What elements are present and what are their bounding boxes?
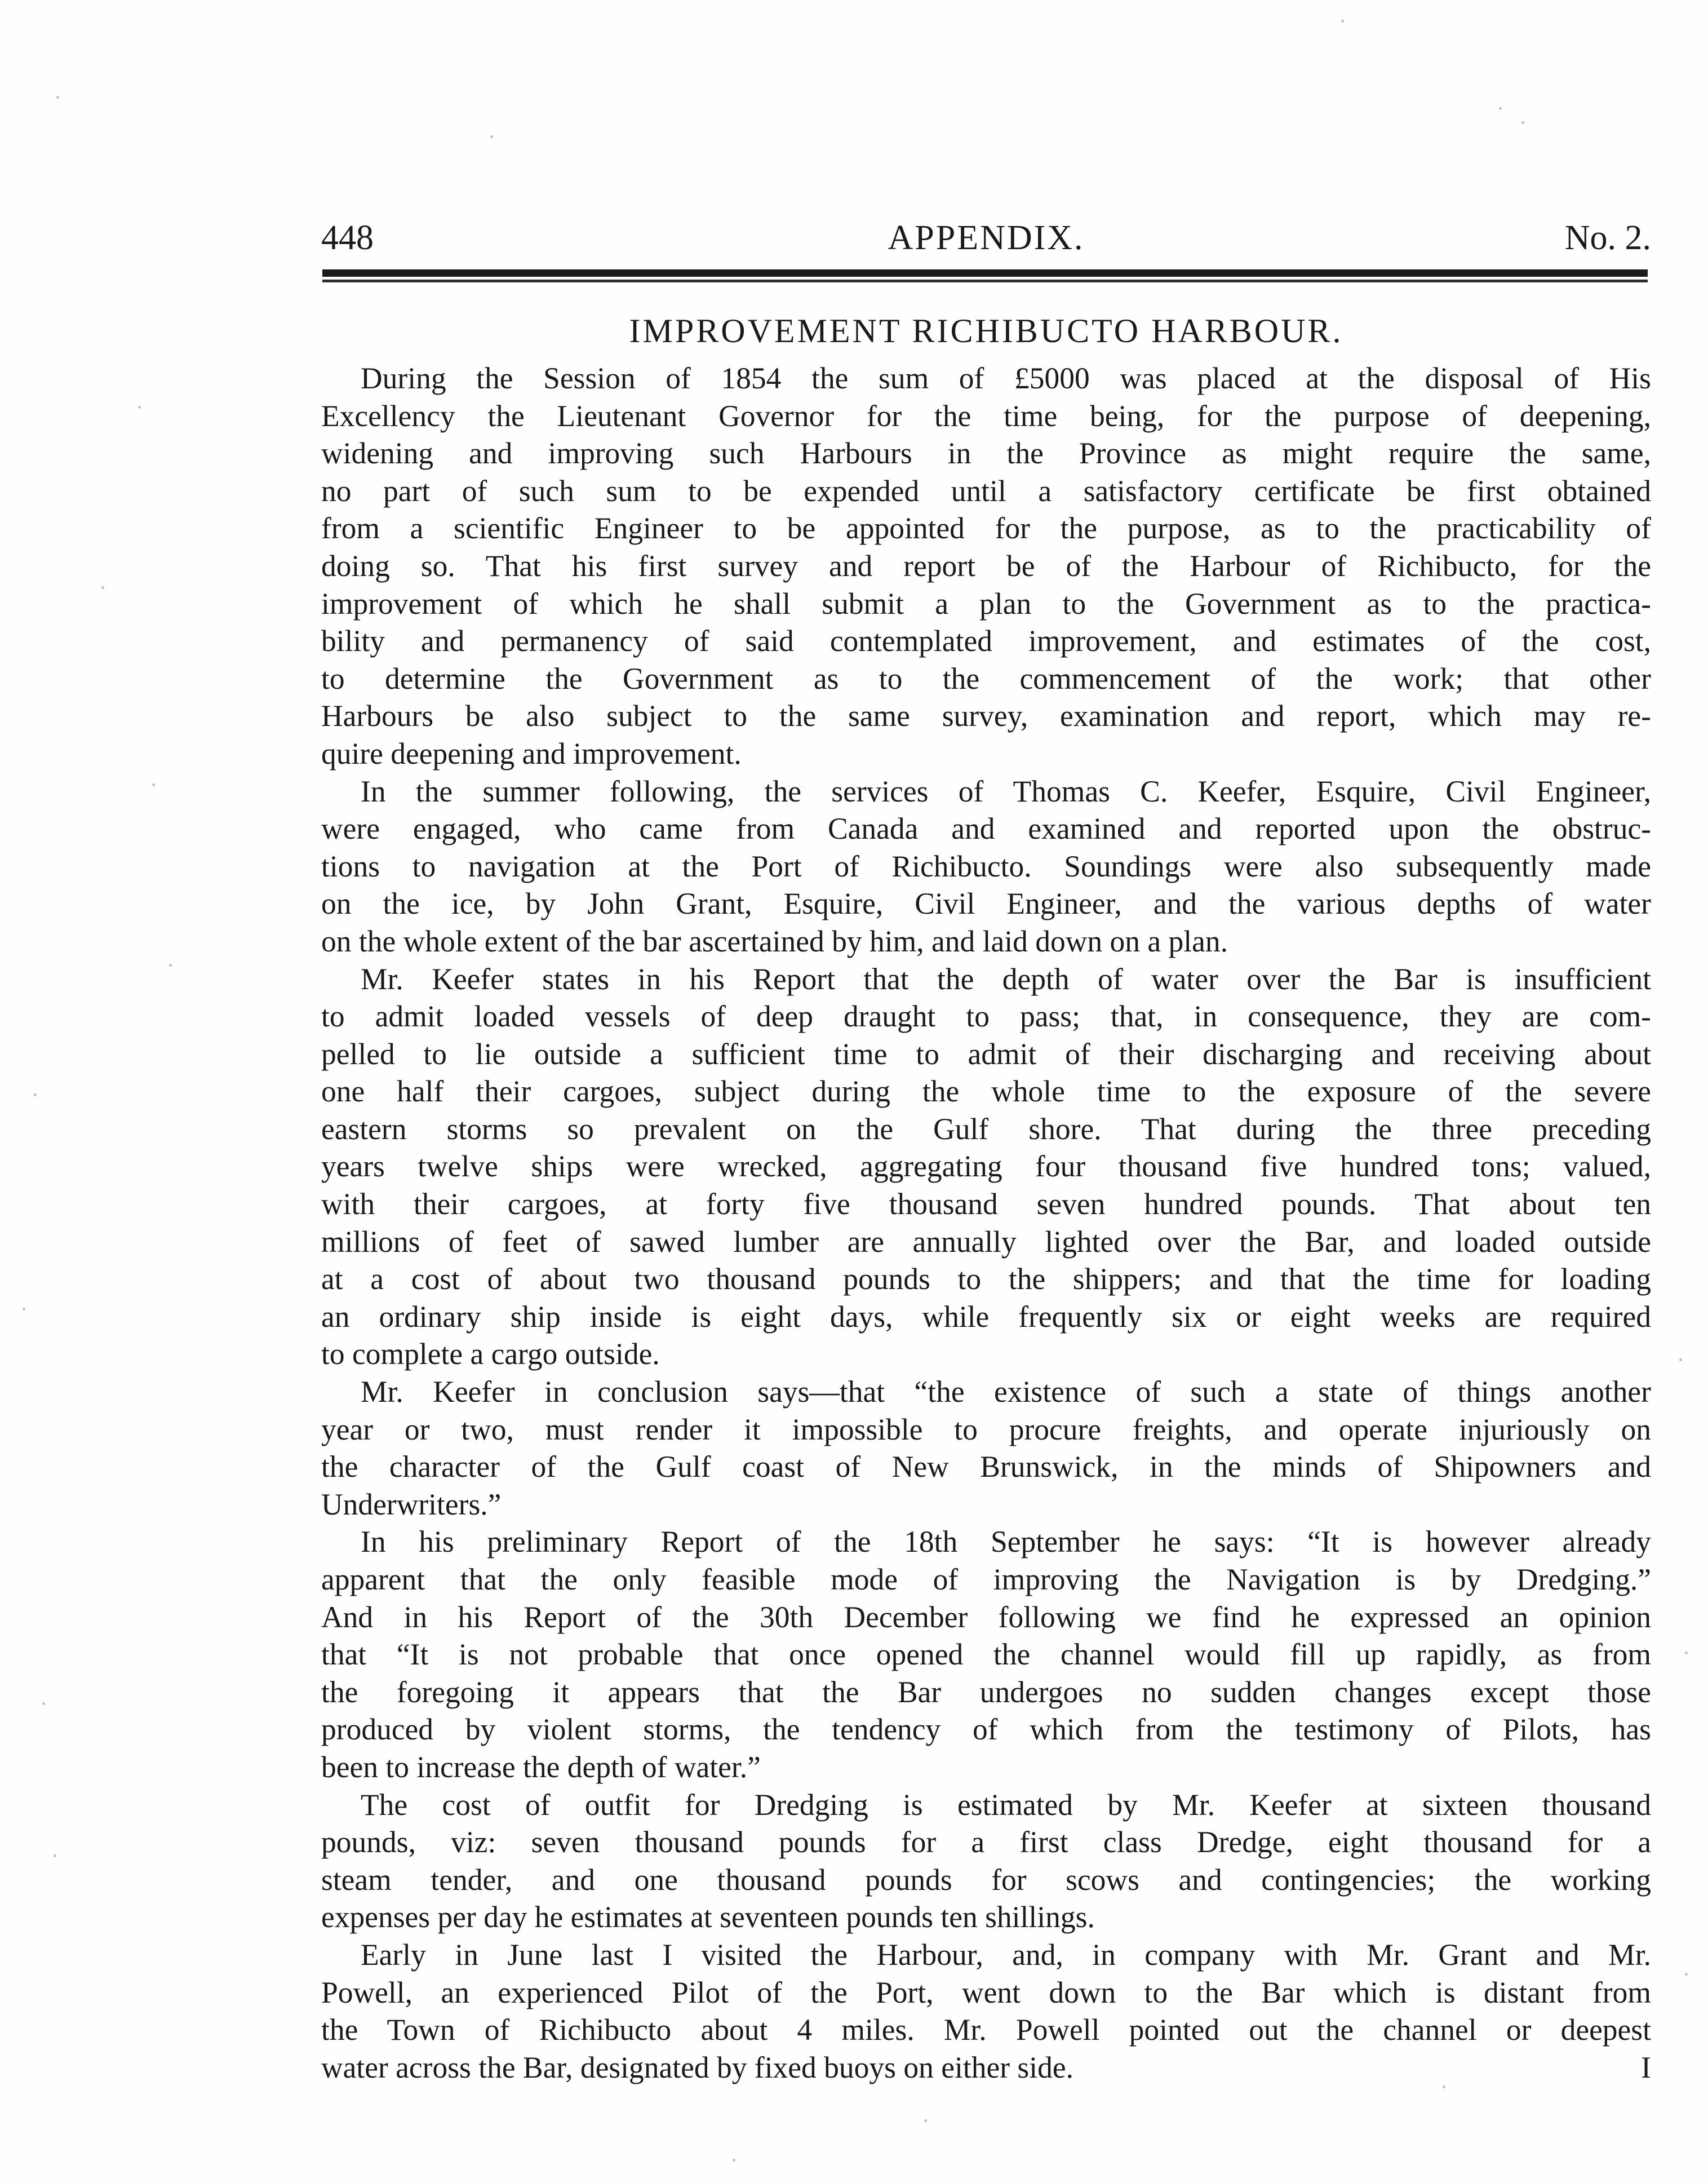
final-line-text: water across the Bar, designated by fixed buoys on either side. [321, 2050, 1073, 2084]
running-head-title: APPENDIX. [888, 219, 1085, 257]
text-line: that “It is not probable that once opened the channel would fill up rapidly, as from [321, 1637, 1651, 1672]
text-line: the Town of Richibucto about 4 miles. Mr. Powell pointed out the channel or deepest [321, 2013, 1651, 2047]
text-line: The cost of outfit for Dredging is estimated by Mr. Keefer at sixteen thousand [361, 1787, 1651, 1822]
text-line: from a scientific Engineer to be appointed for the purpose, as to the practicability of [321, 511, 1651, 546]
text-line: the foregoing it appears that the Bar undergoes no sudden changes except those [321, 1675, 1651, 1709]
scan-speck [1521, 121, 1524, 124]
text-line: steam tender, and one thousand pounds for scows and contingencies; the working [321, 1862, 1651, 1897]
text-line: been to increase the depth of water.” [321, 1750, 761, 1784]
text-line: an ordinary ship inside is eight days, while frequently six or eight weeks are required [321, 1299, 1651, 1334]
appendix-number: No. 2. [1564, 219, 1651, 257]
text-line: improvement of which he shall submit a plan to the Government as to the practica- [321, 586, 1651, 621]
text-line: quire deepening and improvement. [321, 736, 742, 771]
scan-speck [1685, 1973, 1688, 1976]
scan-speck [138, 406, 141, 409]
scan-speck [924, 2119, 927, 2122]
text-line: pelled to lie outside a sufficient time to admit of their discharging and receiving about [321, 1037, 1651, 1071]
scan-speck [1341, 20, 1344, 23]
text-line: to determine the Government as to the commencement of the work; that other [321, 661, 1651, 696]
text-line: on the ice, by John Grant, Esquire, Civil Engineer, and the various depths of water [321, 887, 1651, 921]
text-line: tions to navigation at the Port of Richibucto. Soundings were also subsequently made [321, 849, 1651, 883]
text-line: years twelve ships were wrecked, aggregating four thousand five hundred tons; valued, [321, 1149, 1651, 1184]
scan-speck [1679, 1358, 1682, 1361]
text-line: Early in June last I visited the Harbour, and, in company with Mr. Grant and Mr. [361, 1937, 1651, 1972]
text-line: were engaged, who came from Canada and examined and reported upon the obstruc- [321, 812, 1651, 846]
scan-speck [1685, 1651, 1688, 1654]
text-line: millions of feet of sawed lumber are annually lighted over the Bar, and loaded outside [321, 1224, 1651, 1259]
text-line: at a cost of about two thousand pounds to the shippers; and that the time for loading [321, 1262, 1651, 1296]
text-line: apparent that the only feasible mode of improving the Navigation is by Dredging.” [321, 1562, 1651, 1596]
scan-speck [152, 783, 155, 786]
text-line: one half their cargoes, subject during the whole time to the exposure of the severe [321, 1074, 1651, 1109]
page-number: 448 [321, 219, 374, 257]
text-line: no part of such sum to be expended until a satisfactory certificate be first obtained [321, 473, 1651, 508]
header-rule-thin [322, 280, 1648, 282]
section-heading: IMPROVEMENT RICHIBUCTO HARBOUR. [629, 312, 1343, 349]
text-line: doing so. That his first survey and report be of the Harbour of Richibucto, for the [321, 548, 1651, 583]
catchword: I [1641, 2050, 1651, 2084]
body-text [321, 360, 1651, 2086]
scan-speck [23, 1308, 25, 1310]
text-line: eastern storms so prevalent on the Gulf shore. That during the three preceding [321, 1112, 1651, 1146]
scan-speck [56, 96, 59, 99]
header-rule-thick [322, 269, 1648, 277]
text-line: bility and permanency of said contemplated improvement, and estimates of the cost, [321, 624, 1651, 658]
text-line: Mr. Keefer states in his Report that the depth of water over the Bar is insufficient [361, 962, 1651, 996]
running-head [321, 215, 1651, 260]
text-line: to complete a cargo outside. [321, 1337, 660, 1371]
scan-speck [169, 964, 172, 967]
text-line: produced by violent storms, the tendency of which from the testimony of Pilots, has [321, 1712, 1651, 1747]
text-line: to admit loaded vessels of deep draught to pass; that, in consequence, they are com- [321, 999, 1651, 1034]
text-line: pounds, viz: seven thousand pounds for a first class Dredge, eight thousand for a [321, 1825, 1651, 1859]
text-line: widening and improving such Harbours in the Province as might require the same, [321, 436, 1651, 471]
scan-speck [490, 135, 493, 138]
scan-speck [54, 1854, 56, 1857]
text-line: Mr. Keefer in conclusion says—that “the existence of such a state of things another [361, 1375, 1651, 1409]
scan-speck [101, 586, 104, 589]
text-line: During the Session of 1854 the sum of £5000 was placed at the disposal of His [361, 361, 1651, 395]
text-line: And in his Report of the 30th December following we find he expressed an opinion [321, 1600, 1651, 1634]
scan-speck [733, 2159, 735, 2162]
text-line: on the whole extent of the bar ascertained by him, and laid down on a plan. [321, 924, 1228, 958]
text-line: expenses per day he estimates at seventeen pounds ten shillings. [321, 1900, 1095, 1934]
text-line: the character of the Gulf coast of New Brunswick, in the minds of Shipowners and [321, 1450, 1651, 1484]
text-line: Underwriters.” [321, 1487, 502, 1521]
scan-speck [42, 1702, 45, 1705]
scan-speck [1499, 107, 1502, 110]
text-line-with-catchword [321, 2049, 1651, 2087]
scan-speck [34, 1093, 37, 1096]
text-line: with their cargoes, at forty five thousand seven hundred pounds. That about ten [321, 1187, 1651, 1221]
text-line: In his preliminary Report of the 18th September he says: “It is however already [361, 1525, 1651, 1559]
text-line: In the summer following, the services of Thomas C. Keefer, Esquire, Civil Engineer, [361, 774, 1651, 808]
text-line: Powell, an experienced Pilot of the Port, went down to the Bar which is distant from [321, 1975, 1651, 2009]
text-line: Harbours be also subject to the same survey, examination and report, which may re- [321, 699, 1651, 733]
text-line: Excellency the Lieutenant Governor for the time being, for the purpose of deepening, [321, 398, 1651, 433]
text-line: year or two, must render it impossible to procure freights, and operate injuriously on [321, 1412, 1651, 1446]
